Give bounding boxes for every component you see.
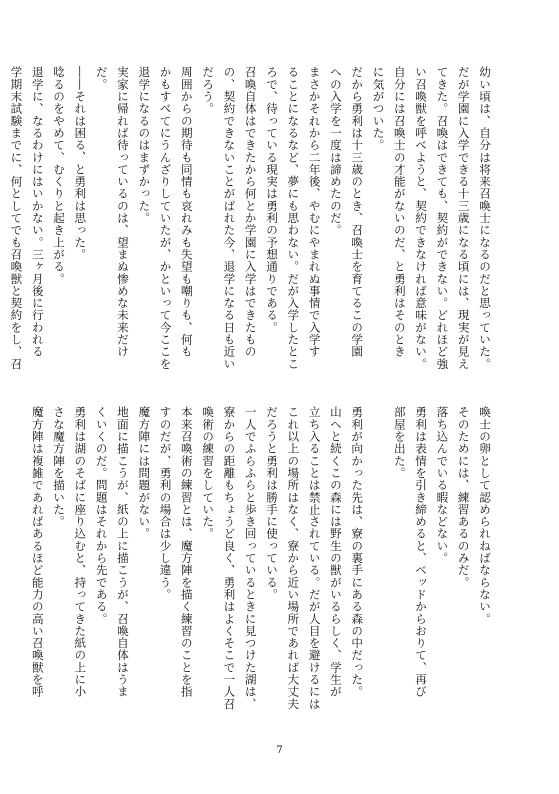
text-line: 周囲からの期待も同情も哀れみも失望も嘲りも、何も — [179, 66, 194, 358]
text-line: に気がついた。 — [371, 66, 386, 152]
text-line: 立ち入ることは禁止されている。だが人目を避けるには — [307, 406, 322, 710]
text-line: くいくのだ。問題はそれから先である。 — [94, 406, 109, 625]
text-line: 喚術の練習をしていた。 — [201, 406, 216, 540]
text-line: の、契約できないことがばれた今、退学になる日も近い — [222, 66, 237, 370]
text-line: への入学を一度は諦めたのだ。 — [328, 66, 343, 237]
text-line: 本来召喚術の練習とは、魔方陣を描く練習のことを指 — [179, 406, 194, 698]
text-line: 勇利は湖のそばに座り込むと、持ってきた紙の上に小 — [73, 406, 88, 698]
text-line: まさかそれから二年後、やむにやまれぬ事情で入学す — [307, 66, 322, 358]
upper-text-block — [5, 66, 495, 386]
text-line: 山へと続くこの森には野生の獣がいるらしく、学生が — [328, 406, 343, 698]
text-line: 自分には召喚士の才能がないのだ、と勇利はそのとき — [392, 66, 407, 358]
text-line: だ。 — [94, 66, 109, 91]
text-line: すのだが、勇利の場合は少し違う。 — [158, 406, 173, 601]
text-line: ――それは困る、と勇利は思った。 — [73, 66, 88, 261]
text-line: だろう。 — [201, 66, 216, 115]
text-line: 寮からの距離もちょうど良く、勇利はよくそこで一人召 — [222, 406, 237, 710]
text-line: 学期末試験までに、何としてでも召喚獣と契約をし、召 — [9, 66, 24, 370]
text-line: かもすべてにうんざりしていたが、かといって今ここを — [158, 66, 173, 370]
text-line: てきた。召喚はできても、契約ができない。どれほど強 — [435, 66, 450, 370]
text-line: 勇利は表情を引き締めると、ベッドからおりて、再び — [414, 406, 429, 698]
text-line: 幼い頃は、自分は将来召喚士になるのだと思っていた。 — [478, 66, 492, 370]
text-line: 勇利が向かった先は、寮の裏手にある森の中だった。 — [350, 406, 365, 698]
page-number: 7 — [276, 745, 283, 756]
text-line: 召喚自体はできたから何とか学園に入学はできたもの — [243, 66, 258, 358]
text-line: ることになるなど、夢にも思わない。だが入学したとこ — [286, 66, 301, 370]
text-line: い召喚獣を呼べようと、契約できなければ意味がない。 — [414, 66, 429, 370]
text-line: だから勇利は十三歳のとき、召喚士を育てるこの学園 — [350, 66, 365, 358]
text-line: 喚士の卵として認められねばならない。 — [478, 406, 492, 625]
text-line: 魔方陣には問題がない。 — [137, 406, 152, 540]
text-line: 退学に、なるわけにはいかない。三ヶ月後に行われる — [30, 66, 45, 358]
text-line: だが学園に入学できる十三歳になる頃には、現実が見え — [456, 66, 471, 370]
text-line: さな魔方陣を描いた。 — [52, 406, 67, 528]
text-line: これ以上の場所はなく、寮から近い場所であれば大丈夫 — [286, 406, 301, 710]
text-line: 落ち込んでいる暇などない。 — [435, 406, 450, 564]
text-line: 一人でふらふらと歩き回っているときに見つけた湖は、 — [243, 406, 258, 710]
blank-line — [367, 406, 388, 726]
text-line: 部屋を出た。 — [392, 406, 407, 479]
text-line: 唸るのをやめて、むくりと起き上がる。 — [52, 66, 67, 285]
text-line: 地面に描こうが、紙の上に描こうが、召喚自体はうま — [115, 406, 130, 698]
text-line: ろで、待っている現実は勇利の予想通りである。 — [265, 66, 280, 334]
lower-text-block — [26, 406, 495, 726]
text-line: 実家に帰れば待っているのは、望まぬ惨めな未来だけ — [115, 66, 130, 358]
text-line: 退学になるのはまずかった。 — [137, 66, 152, 224]
text-line: だろうと勇利は勝手に使っている。 — [265, 406, 280, 601]
text-line: そのためには、練習あるのみだ。 — [456, 406, 471, 589]
text-line: 魔方陣は複雑であればあるほど能力の高い召喚獣を呼 — [30, 406, 45, 698]
